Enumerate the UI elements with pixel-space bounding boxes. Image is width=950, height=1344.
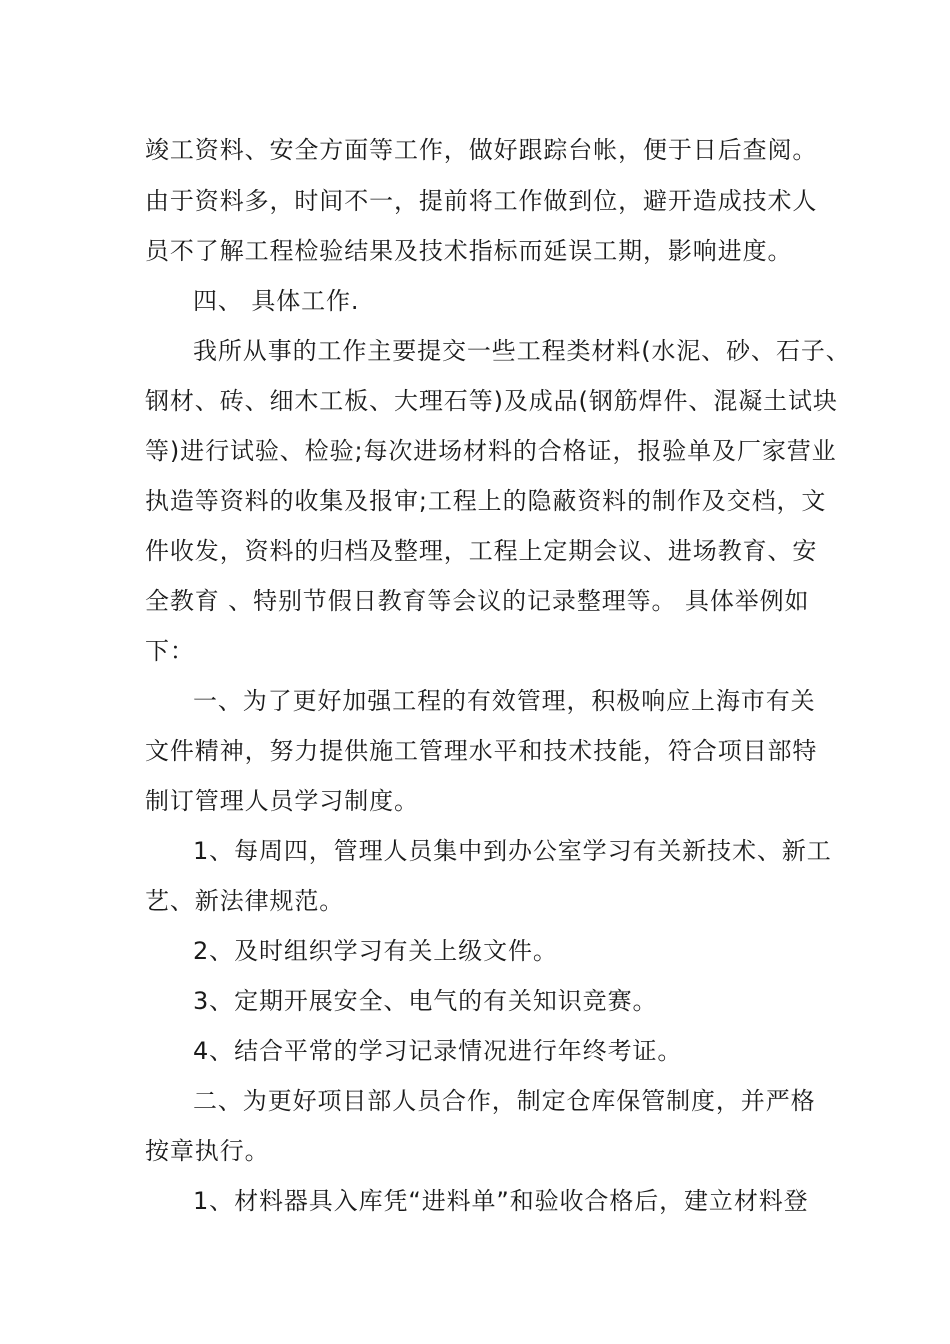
list-item: 2、及时组织学习有关上级文件。 xyxy=(193,937,558,965)
text-line: 执造等资料的收集及报审;工程上的隐蔽资料的制作及交档，文 xyxy=(145,487,827,515)
text-line: 下： xyxy=(145,637,195,665)
text-line: 全教育 、特别节假日教育等会议的记录整理等。 具体举例如 xyxy=(145,587,810,615)
list-item: 4、结合平常的学习记录情况进行年终考证。 xyxy=(193,1037,683,1065)
text-line: 艺、新法律规范。 xyxy=(145,887,345,915)
text-line: 钢材、砖、细木工板、大理石等)及成品(钢筋焊件、混凝土试块 xyxy=(145,387,838,415)
list-item: 3、定期开展安全、电气的有关知识竞赛。 xyxy=(193,987,658,1015)
text-line: 员不了解工程检验结果及技术指标而延误工期，影响进度。 xyxy=(145,237,793,265)
text-line: 由于资料多，时间不一，提前将工作做到位，避开造成技术人 xyxy=(145,187,818,215)
text-line: 我所从事的工作主要提交一些工程类材料(水泥、砂、石子、 xyxy=(193,337,851,365)
text-line: 一、为了更好加强工程的有效管理，积极响应上海市有关 xyxy=(193,687,816,715)
list-item: 1、材料器具入库凭“进料单”和验收合格后，建立材料登 xyxy=(193,1187,809,1215)
text-line: 等)进行试验、检验;每次进场材料的合格证，报验单及厂家营业 xyxy=(145,437,837,465)
text-line: 竣工资料、安全方面等工作，做好跟踪台帐，便于日后查阅。 xyxy=(145,136,818,164)
text-line: 制订管理人员学习制度。 xyxy=(145,787,419,815)
text-line: 件收发，资料的归档及整理，工程上定期会议、进场教育、安 xyxy=(145,537,818,565)
section-heading: 四、 具体工作. xyxy=(193,287,360,315)
text-line: 按章执行。 xyxy=(145,1137,270,1165)
text-line: 文件精神，努力提供施工管理水平和技术技能，符合项目部特 xyxy=(145,737,818,765)
list-item: 1、每周四，管理人员集中到办公室学习有关新技术、新工 xyxy=(193,837,832,865)
text-line: 二、为更好项目部人员合作，制定仓库保管制度，并严格 xyxy=(193,1087,816,1115)
